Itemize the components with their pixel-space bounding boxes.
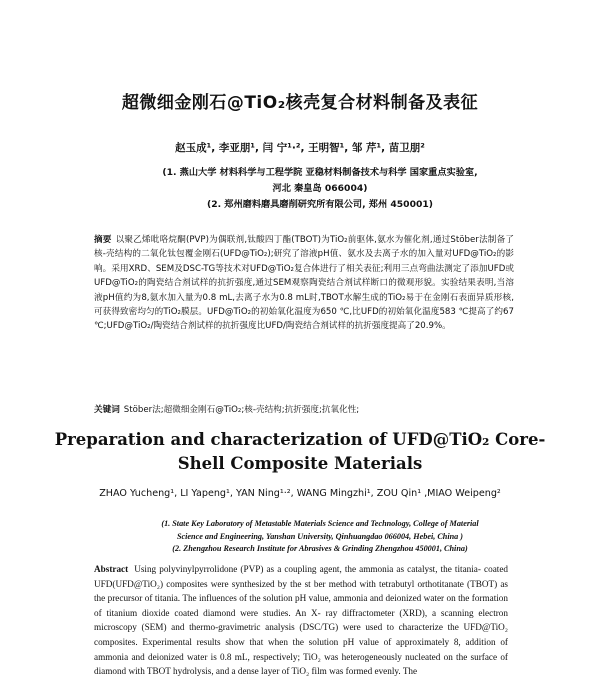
- english-affiliations: [120, 518, 520, 556]
- english-title-line: Shell Composite Materials: [177, 454, 423, 473]
- chinese-keywords-label: 关键词: [94, 405, 120, 415]
- english-authors: ZHAO Yucheng¹, LI Yapeng¹, YAN Ning¹·², WANG Mingzhi¹, ZOU Qin¹ ,MIAO Weipeng²: [99, 488, 501, 499]
- english-affiliation-line: (1. State Key Laboratory of Metastable Materials Science and Technology, College of Material: [161, 519, 479, 528]
- chinese-title: 超微细金刚石@TiO₂核壳复合材料制备及表征: [121, 93, 479, 113]
- chinese-keywords: [94, 403, 514, 417]
- chinese-abstract-text: 以聚乙烯吡咯烷酮(PVP)为偶联剂,钛酸四丁酯(TBOT)为TiO₂前驱体,氨水为催化剂,通过Stöber法制备了核-壳结构的二氧化钛包覆金刚石(UFD@TiO₂);研究了溶液pH值、氨水及去离子水的加入量对UFD@TiO₂的影响。采用XRD、SEM及DSC-TG等技术对UFD@TiO₂复合体进行了相关表征;利用三点弯曲法测定了添加UFD或UFD@TiO₂的陶瓷结合剂试样的抗折强度,通过SEM观察陶瓷结合剂试样断口的微观形貌。实验结果表明,当溶液pH值约为8,氨水加入量为0.8 mL,去离子水为0.8 mL时,TBOT水解生成的TiO₂易于在金刚石表面异质形核,可获得致密均匀的TiO₂膜层。UFD@TiO₂的初始氧化温度为650 ℃,比UFD的初始氧化温度583 ℃提高了约67 ℃;UFD@TiO₂/陶瓷结合剂试样的抗折强度比UFD/陶瓷结合剂试样的抗折强度提高了20.9%。: [94, 235, 514, 332]
- english-abstract-label: Abstract: [94, 564, 129, 574]
- chinese-affiliation-line: 河北 秦皇岛 066004): [272, 183, 368, 194]
- chinese-affiliations: [100, 165, 540, 213]
- english-abstract: [94, 562, 508, 679]
- chinese-abstract-label: 摘要: [94, 235, 112, 245]
- chinese-abstract: [94, 233, 514, 334]
- chinese-affiliation-line: (1. 燕山大学 材料科学与工程学院 亚稳材料制备技术与科学 国家重点实验室,: [162, 167, 478, 178]
- english-title: [0, 428, 600, 476]
- chinese-authors: 赵玉成¹, 李亚朋¹, 闫 宁¹·², 王明智¹, 邹 芹¹, 苗卫朋²: [175, 142, 425, 154]
- chinese-affiliation-line: (2. 郑州磨料磨具磨削研究所有限公司, 郑州 450001): [207, 199, 433, 210]
- english-title-line: Preparation and characterization of UFD@TiO₂ Core-: [54, 430, 546, 449]
- english-affiliation-line: Science and Engineering, Yanshan University, Qinhuangdao 066004, Hebei, China ): [176, 531, 464, 541]
- english-abstract-text: Using polyvinylpyrrolidone (PVP) as a coupling agent, the ammonia as catalyst, the titania- coated UFD(UFD@TiO₂) composites were synthesized by the st ber method with tetrabutyl orthotitanate (TBOT) as the precursor of titania. The influences of the solution pH value, ammonia and deionized water on the formation of titanium dioxide coated diamond were studies. An X- ray diffractometer (XRD), a scanning electron microscopy (SEM) and thermo-gravimetric analysis (DSC/TG) were used to characterize the UFD@TiO₂ composites. Experimental results show that when the solution pH value of approximately 8, addition of ammonia and deionized water is 0.8 mL, respectively; TiO₂ was heterogeneously nucleated on the surface of diamond with TBOT hydrolysis, and a dense layer of TiO₂ film was formed evenly. The: [94, 564, 508, 677]
- chinese-keywords-text: Stöber法;超微细金刚石@TiO₂;核-壳结构;抗折强度;抗氧化性;: [123, 405, 360, 415]
- english-affiliation-line: (2. Zhengzhou Research Institute for Abrasives & Grinding Zhengzhou 450001, China): [172, 544, 468, 553]
